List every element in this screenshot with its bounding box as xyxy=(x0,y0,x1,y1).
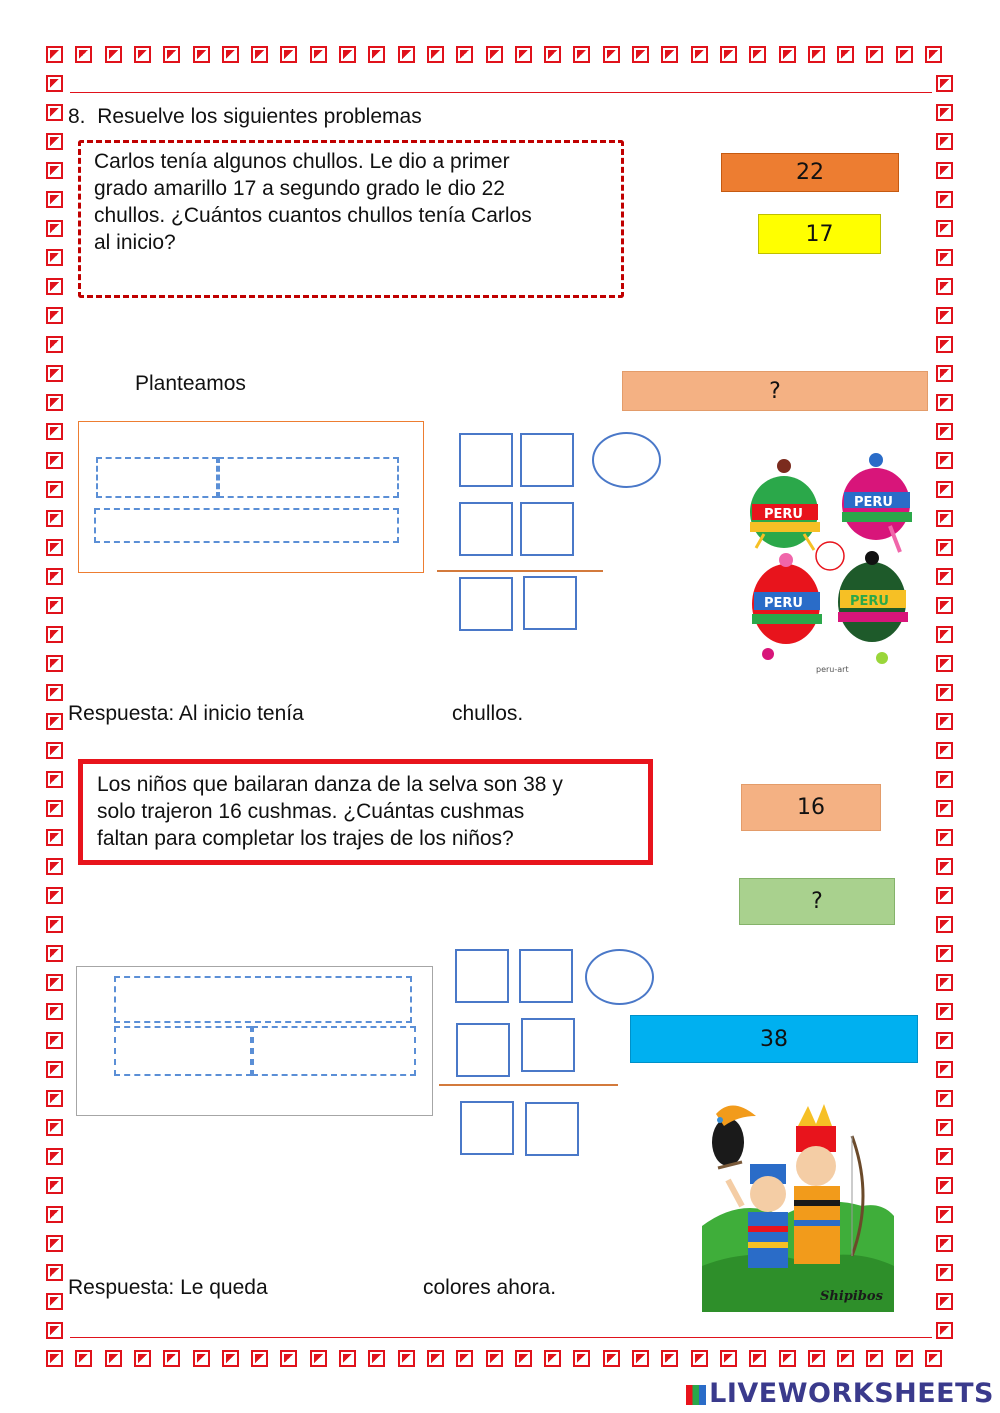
border-tile xyxy=(46,597,63,614)
border-tile xyxy=(105,46,122,63)
draggable-tag-17[interactable]: 17 xyxy=(758,214,881,254)
border-tile xyxy=(936,829,953,846)
border-tile xyxy=(46,771,63,788)
seal-icon xyxy=(816,542,844,570)
digit-box[interactable] xyxy=(521,1018,575,1072)
border-tile xyxy=(544,1350,561,1367)
border-tile xyxy=(661,46,678,63)
border-tile xyxy=(936,539,953,556)
digit-box[interactable] xyxy=(520,433,574,487)
border-tile xyxy=(339,1350,356,1367)
border-tile xyxy=(936,1090,953,1107)
bottom-divider xyxy=(70,1337,932,1338)
border-tile xyxy=(310,1350,327,1367)
border-tile xyxy=(936,887,953,904)
hat-icon xyxy=(752,553,822,660)
problem2-line: Los niños que bailaran danza de la selva son 38 y xyxy=(97,773,563,796)
border-tile xyxy=(193,1350,210,1367)
border-tile xyxy=(936,1148,953,1165)
digit-box[interactable] xyxy=(519,949,573,1003)
border-tile xyxy=(46,858,63,875)
border-tile xyxy=(896,1350,913,1367)
border-tile xyxy=(46,684,63,701)
border-tile xyxy=(936,916,953,933)
border-tile xyxy=(75,1350,92,1367)
problem2-answer-input[interactable] xyxy=(300,1274,412,1301)
problem1-answer-prefix: Respuesta: Al inicio tenía xyxy=(68,702,304,725)
border-tile xyxy=(515,1350,532,1367)
border-tile xyxy=(46,394,63,411)
hat-icon xyxy=(838,551,908,664)
border-tile xyxy=(779,1350,796,1367)
border-tile xyxy=(515,46,532,63)
result-digit-box[interactable] xyxy=(460,1101,514,1155)
draggable-tag-16[interactable]: 16 xyxy=(741,784,881,831)
problem2-line: solo trajeron 16 cushmas. ¿Cuántas cushmas xyxy=(97,800,525,823)
digit-box[interactable] xyxy=(455,949,509,1003)
liveworksheets-logo-icon xyxy=(686,1385,706,1405)
border-tile xyxy=(46,655,63,672)
toucan-icon xyxy=(712,1105,756,1168)
border-tile xyxy=(936,1032,953,1049)
border-tile xyxy=(46,1119,63,1136)
problem1-answer-input[interactable] xyxy=(340,700,444,727)
digit-box[interactable] xyxy=(520,502,574,556)
border-tile xyxy=(310,46,327,63)
border-tile xyxy=(573,46,590,63)
border-tile xyxy=(105,1350,122,1367)
hat-icon xyxy=(750,459,820,550)
problem1-answer-suffix: chullos. xyxy=(452,702,524,725)
border-tile xyxy=(936,220,953,237)
border-tile xyxy=(486,46,503,63)
svg-text:PERU: PERU xyxy=(764,596,803,611)
border-tile xyxy=(808,46,825,63)
border-tile xyxy=(368,1350,385,1367)
border-tile xyxy=(936,452,953,469)
operator-oval[interactable] xyxy=(585,949,654,1005)
border-tile xyxy=(163,46,180,63)
border-tile xyxy=(896,46,913,63)
border-tile xyxy=(486,1350,503,1367)
svg-text:PERU: PERU xyxy=(850,594,889,609)
border-tile xyxy=(193,46,210,63)
section-number: 8. xyxy=(68,105,86,128)
border-tile xyxy=(936,1322,953,1339)
hat-icon xyxy=(842,453,912,552)
problem1-text xyxy=(94,148,532,256)
border-tile xyxy=(544,46,561,63)
shipibo-children-image xyxy=(702,1076,894,1312)
border-tile xyxy=(46,307,63,324)
problem2-text xyxy=(97,771,563,852)
problem1-line: grado amarillo 17 a segundo grado le dio 22 xyxy=(94,177,505,200)
kids-caption: Shipibos xyxy=(820,1289,883,1304)
result-digit-box[interactable] xyxy=(523,576,577,630)
border-tile xyxy=(163,1350,180,1367)
operator-oval[interactable] xyxy=(592,432,661,488)
chullo-hats-image xyxy=(744,452,916,678)
operation-line xyxy=(439,1084,618,1086)
border-tile xyxy=(46,1090,63,1107)
border-tile xyxy=(456,1350,473,1367)
bar-part-slot[interactable] xyxy=(218,457,399,498)
border-tile xyxy=(222,1350,239,1367)
border-tile xyxy=(46,249,63,266)
digit-box[interactable] xyxy=(459,502,513,556)
border-tile xyxy=(936,713,953,730)
hat-text: PERU xyxy=(764,507,803,522)
border-tile xyxy=(46,162,63,179)
border-tile xyxy=(398,46,415,63)
border-tile xyxy=(749,1350,766,1367)
border-tile xyxy=(427,1350,444,1367)
border-tile xyxy=(46,278,63,295)
border-tile xyxy=(936,1293,953,1310)
border-tile xyxy=(936,1119,953,1136)
digit-box[interactable] xyxy=(456,1023,510,1077)
border-tile xyxy=(603,1350,620,1367)
border-tile xyxy=(936,336,953,353)
border-tile xyxy=(936,249,953,266)
problem2-line: faltan para completar los trajes de los niños? xyxy=(97,827,514,850)
border-tile xyxy=(46,104,63,121)
border-tile xyxy=(46,452,63,469)
border-tile xyxy=(398,1350,415,1367)
plan-label: Planteamos xyxy=(135,372,246,395)
border-tile xyxy=(134,1350,151,1367)
border-tile xyxy=(925,1350,942,1367)
border-tile xyxy=(925,46,942,63)
border-tile xyxy=(936,1003,953,1020)
border-tile xyxy=(222,46,239,63)
border-tile xyxy=(632,1350,649,1367)
border-tile xyxy=(368,46,385,63)
border-tile xyxy=(936,800,953,817)
problem1-line: chullos. ¿Cuántos cuantos chullos tenía Carlos xyxy=(94,204,532,227)
border-tile xyxy=(936,568,953,585)
border-tile xyxy=(46,829,63,846)
border-tile xyxy=(46,75,63,92)
border-tile xyxy=(46,481,63,498)
border-tile xyxy=(251,1350,268,1367)
border-tile xyxy=(936,307,953,324)
border-tile xyxy=(936,626,953,643)
border-tile xyxy=(936,510,953,527)
border-tile xyxy=(936,974,953,991)
border-tile xyxy=(46,1264,63,1281)
border-tile xyxy=(46,1061,63,1078)
digit-box[interactable] xyxy=(459,433,513,487)
draggable-tag-38[interactable]: 38 xyxy=(630,1015,918,1063)
bar-total-slot[interactable] xyxy=(114,976,412,1023)
border-tile xyxy=(339,46,356,63)
border-tile xyxy=(46,1235,63,1252)
border-tile xyxy=(936,104,953,121)
brand-text: LIVEWORKSHEETS xyxy=(709,1378,994,1409)
border-tile xyxy=(46,887,63,904)
border-tile xyxy=(46,945,63,962)
border-tile xyxy=(46,974,63,991)
border-tile xyxy=(837,1350,854,1367)
border-tile xyxy=(46,510,63,527)
border-tile xyxy=(661,1350,678,1367)
result-digit-box[interactable] xyxy=(459,577,513,631)
border-tile xyxy=(936,1235,953,1252)
draggable-tag-question[interactable]: ? xyxy=(739,878,895,925)
border-tile xyxy=(46,539,63,556)
border-tile xyxy=(46,1322,63,1339)
svg-text:PERU: PERU xyxy=(854,495,893,510)
border-tile xyxy=(866,1350,883,1367)
border-tile xyxy=(46,133,63,150)
border-tile xyxy=(936,278,953,295)
border-tile xyxy=(936,481,953,498)
operation-line xyxy=(437,570,603,572)
border-tile xyxy=(46,568,63,585)
border-tile xyxy=(837,46,854,63)
border-tile xyxy=(280,1350,297,1367)
border-tile xyxy=(720,1350,737,1367)
bar-total-slot[interactable] xyxy=(94,508,399,543)
bar-part-slot[interactable] xyxy=(114,1026,252,1076)
border-tile xyxy=(936,1264,953,1281)
border-tile xyxy=(808,1350,825,1367)
border-tile xyxy=(936,162,953,179)
border-tile xyxy=(936,597,953,614)
problem1-line: al inicio? xyxy=(94,231,176,254)
border-tile xyxy=(936,1061,953,1078)
border-tile xyxy=(46,916,63,933)
border-tile xyxy=(573,1350,590,1367)
border-tile xyxy=(749,46,766,63)
liveworksheets-logo[interactable] xyxy=(686,1378,994,1409)
border-tile xyxy=(251,46,268,63)
border-tile xyxy=(936,771,953,788)
border-tile xyxy=(936,742,953,759)
border-tile xyxy=(46,46,63,63)
border-tile xyxy=(46,1293,63,1310)
border-tile xyxy=(936,945,953,962)
border-tile xyxy=(936,365,953,382)
border-tile xyxy=(936,75,953,92)
bar-part-slot[interactable] xyxy=(96,457,218,498)
border-tile xyxy=(46,191,63,208)
problem2-answer-suffix: colores ahora. xyxy=(423,1276,557,1299)
border-tile xyxy=(46,220,63,237)
border-tile xyxy=(46,800,63,817)
border-tile xyxy=(866,46,883,63)
bar-part-slot[interactable] xyxy=(252,1026,416,1076)
border-tile xyxy=(936,1177,953,1194)
result-digit-box[interactable] xyxy=(525,1102,579,1156)
section-title: Resuelve los siguientes problemas xyxy=(97,105,422,128)
border-tile xyxy=(46,365,63,382)
border-tile xyxy=(936,423,953,440)
border-tile xyxy=(632,46,649,63)
problem2-answer-prefix: Respuesta: Le queda xyxy=(68,1276,268,1299)
border-tile xyxy=(46,1177,63,1194)
border-tile xyxy=(691,46,708,63)
border-tile xyxy=(936,858,953,875)
border-tile xyxy=(46,713,63,730)
border-tile xyxy=(936,133,953,150)
border-tile xyxy=(46,1206,63,1223)
section-heading xyxy=(68,103,422,130)
border-tile xyxy=(46,1148,63,1165)
border-tile xyxy=(46,1350,63,1367)
border-tile xyxy=(779,46,796,63)
draggable-tag-22[interactable]: 22 xyxy=(721,153,899,192)
border-tile xyxy=(720,46,737,63)
border-tile xyxy=(280,46,297,63)
border-tile xyxy=(46,1003,63,1020)
border-tile xyxy=(936,191,953,208)
border-tile xyxy=(46,742,63,759)
border-tile xyxy=(936,1206,953,1223)
border-tile xyxy=(46,626,63,643)
problem1-line: Carlos tenía algunos chullos. Le dio a primer xyxy=(94,150,510,173)
border-tile xyxy=(46,423,63,440)
border-tile xyxy=(456,46,473,63)
border-tile xyxy=(936,655,953,672)
border-tile xyxy=(75,46,92,63)
draggable-tag-question[interactable]: ? xyxy=(622,371,928,411)
border-tile xyxy=(427,46,444,63)
border-tile xyxy=(134,46,151,63)
hats-caption: peru-art xyxy=(816,665,849,674)
border-tile xyxy=(691,1350,708,1367)
border-tile xyxy=(603,46,620,63)
top-divider xyxy=(70,92,932,93)
border-tile xyxy=(46,336,63,353)
border-tile xyxy=(936,394,953,411)
border-tile xyxy=(936,684,953,701)
border-tile xyxy=(46,1032,63,1049)
